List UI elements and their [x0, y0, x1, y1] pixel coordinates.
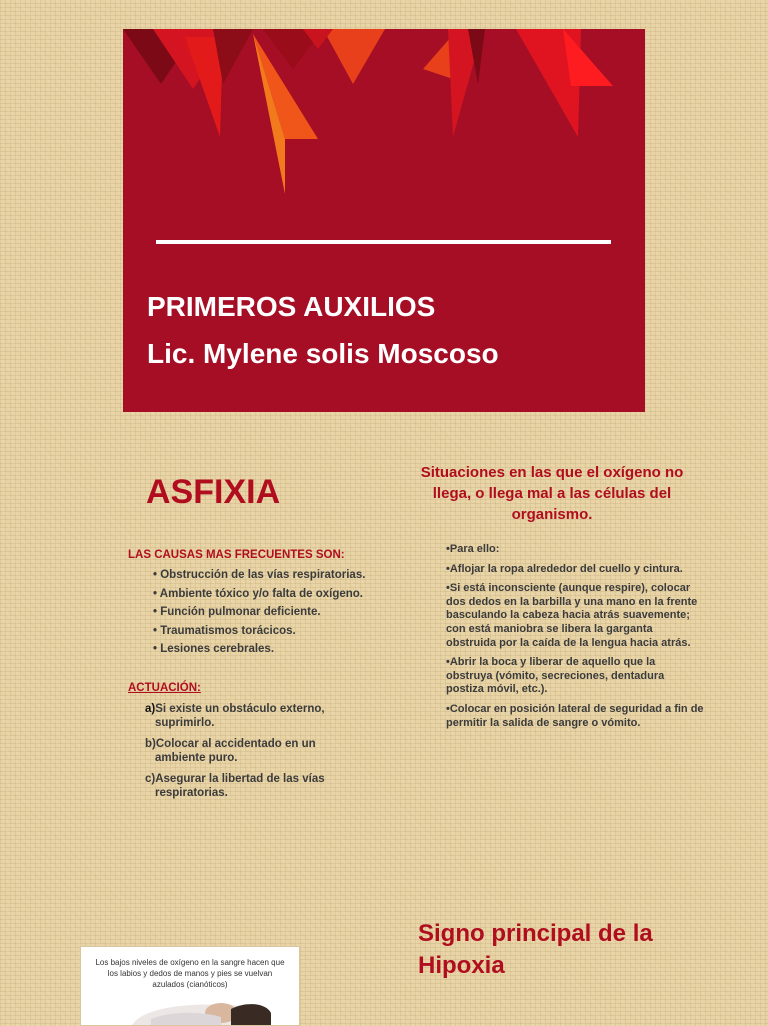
hypoxia-caption: Los bajos niveles de oxígeno en la sangre hacen que los labios y dedos de manos y pies se vuelvan azulados (cianóticos): [95, 958, 285, 989]
cause-item: • Traumatismos torácicos.: [153, 622, 365, 641]
title-slide: [123, 29, 645, 412]
title-divider: [156, 240, 611, 244]
actuacion-list: [145, 702, 345, 807]
hipoxia-heading: Signo principal de la Hipoxia: [418, 920, 653, 979]
hypoxia-illustration-card: [80, 946, 300, 1026]
actuacion-heading: ACTUACIÓN:: [128, 682, 201, 694]
patient-illustration: [81, 997, 299, 1026]
situaciones-heading: Situaciones en las que el oxígeno no llega, o llega mal a las células del organismo.: [420, 464, 684, 523]
step-item: • Si está inconsciente (aunque respire), colocar dos dedos en la barbilla y una mano en la frente basculando la cabeza hacia atrás suavemente; con está maniobra se libera la garganta obstruida por la caída de la lengua hacia atrás.: [446, 582, 704, 650]
cause-item: • Obstrucción de las vías respiratorias.: [153, 566, 365, 585]
actuacion-item: [145, 737, 345, 765]
causes-list: [153, 566, 365, 659]
slide-title: PRIMEROS AUXILIOS: [147, 291, 436, 322]
cause-item: • Lesiones cerebrales.: [153, 640, 365, 659]
actuacion-text: Si existe un obstáculo externo, suprimirlo.: [155, 703, 325, 729]
actuacion-letter: b): [145, 738, 156, 750]
actuacion-item: [145, 772, 345, 800]
actuacion-text: Asegurar la libertad de las vías respiratorias.: [155, 773, 325, 799]
step-item: • Abrir la boca y liberar de aquello que la obstruya (vómito, secreciones, dentadura postiza móvil, etc.).: [446, 656, 704, 697]
cause-item: • Función pulmonar deficiente.: [153, 603, 365, 622]
actuacion-text: Colocar al accidentado en un ambiente puro.: [155, 738, 316, 764]
causes-heading: LAS CAUSAS MAS FRECUENTES SON:: [128, 549, 345, 561]
actuacion-letter: a): [145, 703, 156, 715]
steps-list: [446, 543, 704, 736]
actuacion-letter: c): [145, 773, 156, 785]
asfixia-heading: ASFIXIA: [146, 473, 281, 511]
cause-item: • Ambiente tóxico y/o falta de oxígeno.: [153, 585, 365, 604]
decorative-triangles: [123, 29, 645, 229]
step-item: • Para ello:: [446, 543, 704, 557]
step-item: • Aflojar la ropa alrededor del cuello y cintura.: [446, 563, 704, 577]
slide-subtitle: Lic. Mylene solis Moscoso: [147, 338, 499, 369]
actuacion-item: [145, 702, 345, 730]
step-item: • Colocar en posición lateral de seguridad a fin de permitir la salida de sangre o vómito.: [446, 703, 704, 730]
